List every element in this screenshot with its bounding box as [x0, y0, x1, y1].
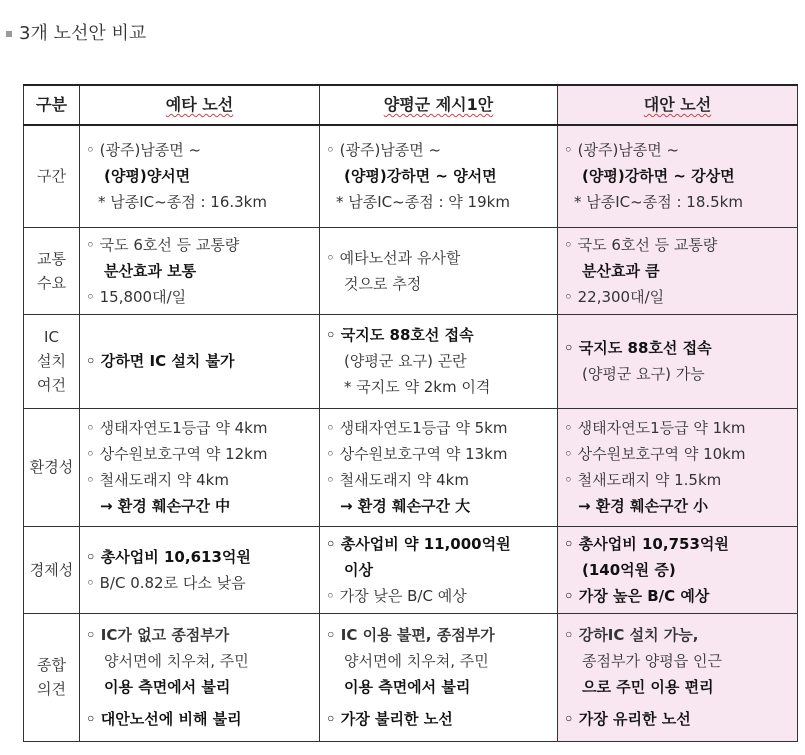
cell-preliminary-traffic: ◦ 국도 6호선 등 교통량 분산효과 보통 ◦ 15,800대/일	[80, 227, 320, 314]
cell-plan1-economy: ◦ 총사업비 약 11,000억원 이상 ◦ 가장 낮은 B/C 예상	[320, 526, 558, 613]
section-heading	[6, 22, 146, 46]
cell-preliminary-section: ◦ (광주)남종면 ~ (양평)양서면 * 남종IC~종점 : 16.3km	[80, 125, 320, 227]
cell-alternative-environment: ◦ 생태자연도1등급 약 1km ◦ 상수원보호구역 약 10km ◦ 철새도래지 약 1.5km → 환경 훼손구간 小	[558, 408, 798, 526]
header-preliminary-route: 예타 노선	[80, 85, 320, 125]
table-row	[24, 408, 798, 526]
table-row	[24, 125, 798, 227]
header-yangpyeong-plan1: 양평군 제시1안	[320, 85, 558, 125]
table-row	[24, 227, 798, 314]
section-heading-text: 3개 노선안 비교	[19, 23, 147, 44]
row-label-overall-opinion: 종합 의견	[24, 613, 80, 741]
cell-plan1-ic: ◦ 국지도 88호선 접속 (양평군 요구) 곤란 * 국지도 약 2km 이격	[320, 314, 558, 408]
cell-plan1-opinion: ◦ IC 이용 불편, 종점부가 양서면에 치우쳐, 주민 이용 측면에서 불리 ◦ 가장 불리한 노선	[320, 613, 558, 741]
cell-preliminary-economy: ◦ 총사업비 10,613억원 ◦ B/C 0.82로 다소 낮음	[80, 526, 320, 613]
cell-preliminary-opinion: ◦ IC가 없고 종점부가 양서면에 치우쳐, 주민 이용 측면에서 불리 ◦ 대안노선에 비해 불리	[80, 613, 320, 741]
row-label-ic-installation: IC 설치 여건	[24, 314, 80, 408]
cell-alternative-section: ◦ (광주)남종면 ~ (양평)강하면 ~ 강상면 * 남종IC~종점 : 18.5km	[558, 125, 798, 227]
row-label-economy: 경제성	[24, 526, 80, 613]
cell-plan1-section: ◦ (광주)남종면 ~ (양평)강하면 ~ 양서면 * 남종IC~종점 : 약 19km	[320, 125, 558, 227]
table-row	[24, 613, 798, 741]
cell-alternative-ic: ◦ 국지도 88호선 접속 (양평군 요구) 가능	[558, 314, 798, 408]
cell-alternative-economy: ◦ 총사업비 10,753억원 (140억원 증) ◦ 가장 높은 B/C 예상	[558, 526, 798, 613]
header-alternative-route: 대안 노선	[558, 85, 798, 125]
row-label-section: 구간	[24, 125, 80, 227]
row-label-environment: 환경성	[24, 408, 80, 526]
row-label-traffic-demand: 교통 수요	[24, 227, 80, 314]
header-category: 구분	[24, 85, 80, 125]
table-row	[24, 314, 798, 408]
cell-plan1-traffic: ◦ 예타노선과 유사할 것으로 추정	[320, 227, 558, 314]
route-comparison-table	[23, 84, 798, 742]
square-bullet-icon	[6, 31, 12, 37]
table-header-row	[24, 85, 798, 125]
cell-plan1-environment: ◦ 생태자연도1등급 약 5km ◦ 상수원보호구역 약 13km ◦ 철새도래지 약 4km → 환경 훼손구간 大	[320, 408, 558, 526]
cell-alternative-traffic: ◦ 국도 6호선 등 교통량 분산효과 큼 ◦ 22,300대/일	[558, 227, 798, 314]
table-row	[24, 526, 798, 613]
cell-preliminary-ic: ◦ 강하면 IC 설치 불가	[80, 314, 320, 408]
cell-alternative-opinion: ◦ 강하IC 설치 가능, 종점부가 양평읍 인근 으로 주민 이용 편리 ◦ 가장 유리한 노선	[558, 613, 798, 741]
cell-preliminary-environment: ◦ 생태자연도1등급 약 4km ◦ 상수원보호구역 약 12km ◦ 철새도래지 약 4km → 환경 훼손구간 中	[80, 408, 320, 526]
